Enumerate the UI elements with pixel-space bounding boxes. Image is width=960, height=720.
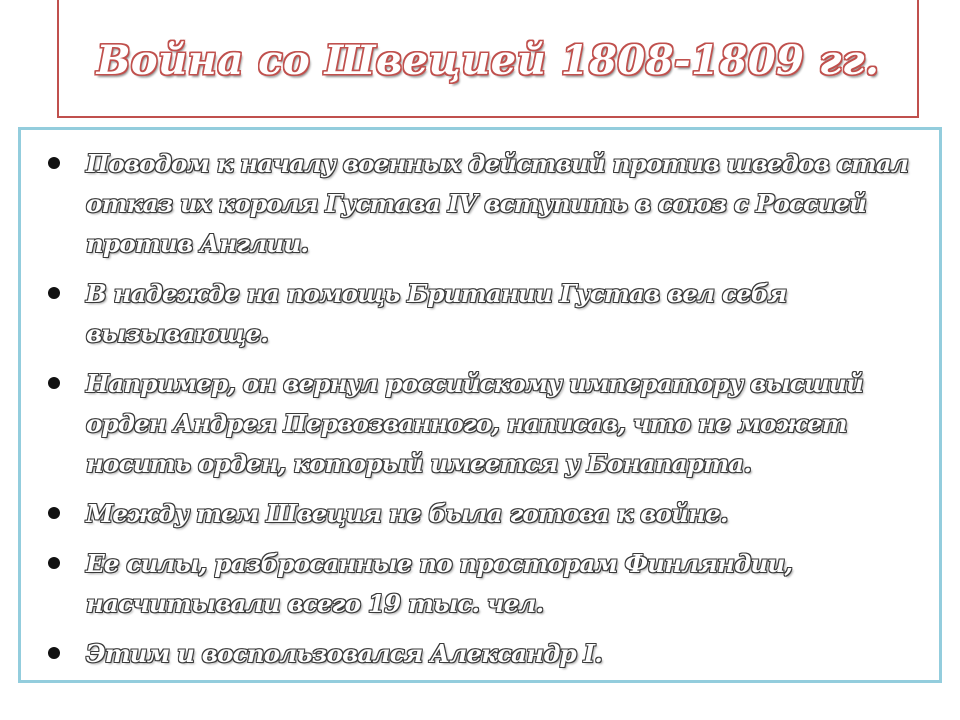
bullet-item: [39, 494, 925, 534]
bullet-dot-icon: [48, 157, 60, 169]
bullet-text: Например, он вернул российскому императору высший орден Андрея Первозванного, написав, что не может носить орден, который имеется у Бонапарта.: [86, 369, 863, 478]
bullet-dot-icon: [48, 557, 60, 569]
bullet-item: [39, 274, 925, 354]
bullet-text: Этим и воспользовался Александр I.: [86, 639, 602, 668]
bullet-text: Между тем Швеция не была готова к войне.: [86, 499, 728, 528]
bullet-item: [39, 634, 925, 674]
slide-title: Война со Швецией 1808-1809 гг.: [96, 36, 880, 84]
bullet-item: [39, 364, 925, 484]
bullet-list: [39, 144, 925, 674]
bullet-text: Ее силы, разбросанные по просторам Финляндии, насчитывали всего 19 тыс. чел.: [86, 549, 793, 618]
bullet-text: В надежде на помощь Британии Густав вел себя вызывающе.: [86, 279, 787, 348]
bullet-dot-icon: [48, 287, 60, 299]
title-box: [57, 0, 919, 118]
bullet-dot-icon: [48, 377, 60, 389]
bullet-item: [39, 544, 925, 624]
bullet-dot-icon: [48, 507, 60, 519]
bullet-item: [39, 144, 925, 264]
bullet-dot-icon: [48, 647, 60, 659]
content-box: [18, 127, 942, 683]
bullet-text: Поводом к началу военных действий против шведов стал отказ их короля Густава IV вступить в союз с Россией против Англии.: [86, 149, 909, 258]
